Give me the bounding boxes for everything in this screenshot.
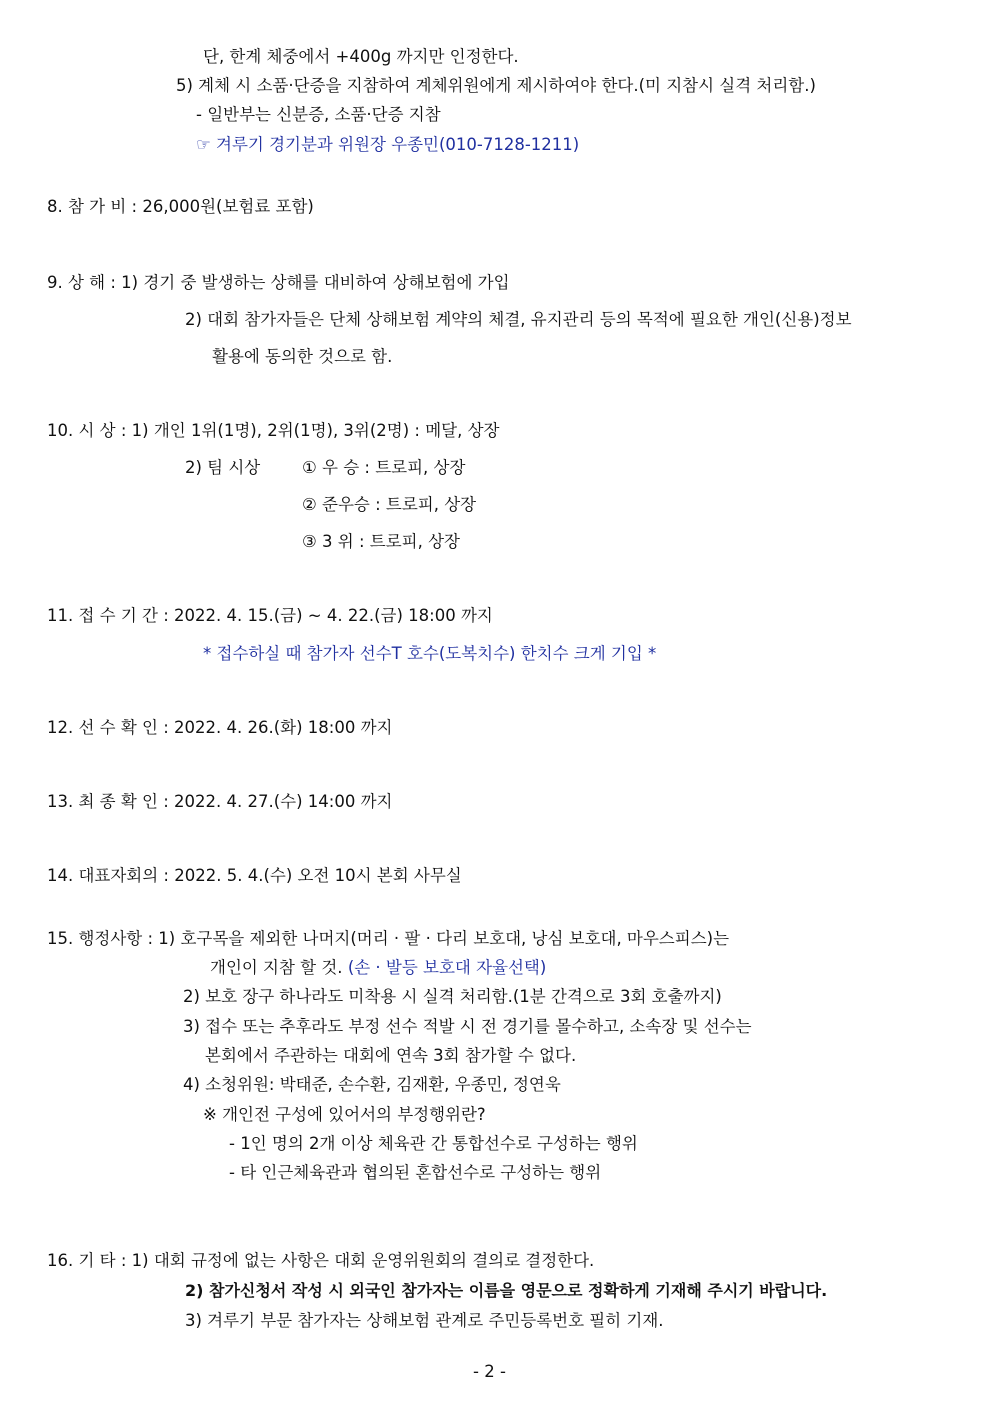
section-15-line-9: - 타 인근체육관과 협의된 혼합선수로 구성하는 행위 [229, 1163, 602, 1182]
section-10-award-2: ② 준우승 : 트로피, 상장 [302, 495, 477, 514]
weighin-line-1: 단, 한계 체중에서 +400g 까지만 인정한다. [203, 47, 519, 66]
section-15-line-5: 본회에서 주관하는 대회에 연속 3회 참가할 수 없다. [205, 1046, 577, 1065]
weighin-line-2: 5) 계체 시 소품·단증을 지참하여 계체위원에게 제시하여야 한다.(미 지참시 실격 처리함.) [176, 76, 816, 95]
section-14-rep-meeting: 14. 대표자회의 : 2022. 5. 4.(수) 오전 10시 본회 사무실 [47, 866, 462, 885]
section-15-line-7: ※ 개인전 구성에 있어서의 부정행위란? [203, 1105, 486, 1124]
section-8-fee: 8. 참 가 비 : 26,000원(보험료 포함) [47, 197, 314, 216]
section-15-line-3: 2) 보호 장구 하나라도 미착용 시 실격 처리함.(1분 간격으로 3회 호출까지) [183, 987, 722, 1006]
section-15-line-2-text: 개인이 지참 할 것. [210, 958, 343, 977]
weighin-line-3: - 일반부는 신분증, 소품·단증 지참 [196, 105, 441, 124]
section-15-line-6: 4) 소청위원: 박태준, 손수환, 김재환, 우종민, 정연욱 [183, 1075, 561, 1094]
weighin-contact: ☞ 겨루기 경기분과 위원장 우종민(010-7128-1211) [196, 135, 580, 154]
section-10-team-award: 2) 팀 시상 [185, 458, 261, 477]
section-15-line-8: - 1인 명의 2개 이상 체육관 간 통합선수로 구성하는 행위 [229, 1134, 638, 1153]
section-15-line-4: 3) 접수 또는 추후라도 부정 선수 적발 시 전 경기를 몰수하고, 소속장 및 선수는 [183, 1017, 752, 1036]
section-10-award-1: ① 우 승 : 트로피, 상장 [302, 458, 466, 477]
section-12-player-check: 12. 선 수 확 인 : 2022. 4. 26.(화) 18:00 까지 [47, 718, 393, 737]
section-9-line-3: 활용에 동의한 것으로 함. [212, 347, 393, 366]
section-16-line-1: 16. 기 타 : 1) 대회 규정에 없는 사항은 대회 운영위원회의 결의로 결정한다. [47, 1251, 595, 1270]
section-16-line-3: 3) 겨루기 부문 참가자는 상해보험 관계로 주민등록번호 필히 기재. [185, 1311, 664, 1330]
section-16-line-2: 2) 참가신청서 작성 시 외국인 참가자는 이름을 영문으로 정확하게 기재해 주시기 바랍니다. [185, 1281, 828, 1300]
section-15-line-1: 15. 행정사항 : 1) 호구목을 제외한 나머지(머리 · 팔 · 다리 보호대, 낭심 보호대, 마우스피스)는 [47, 929, 730, 948]
section-9-line-1: 9. 상 해 : 1) 경기 중 발생하는 상해를 대비하여 상해보험에 가입 [47, 273, 510, 292]
section-15-line-2-note: (손 · 발등 보호대 자율선택) [347, 958, 547, 977]
section-15-line-2 [210, 957, 546, 979]
section-11-period: 11. 접 수 기 간 : 2022. 4. 15.(금) ~ 4. 22.(금) 18:00 까지 [47, 606, 493, 625]
section-9-line-2: 2) 대회 참가자들은 단체 상해보험 계약의 체결, 유지관리 등의 목적에 필요한 개인(신용)정보 [185, 310, 852, 329]
page-number: - 2 - [473, 1362, 506, 1381]
section-10-line-1: 10. 시 상 : 1) 개인 1위(1명), 2위(1명), 3위(2명) : 메달, 상장 [47, 421, 500, 440]
section-13-final-check: 13. 최 종 확 인 : 2022. 4. 27.(수) 14:00 까지 [47, 792, 393, 811]
section-11-note: * 접수하실 때 참가자 선수T 호수(도복치수) 한치수 크게 기입 * [203, 644, 657, 663]
section-10-award-3: ③ 3 위 : 트로피, 상장 [302, 532, 460, 551]
